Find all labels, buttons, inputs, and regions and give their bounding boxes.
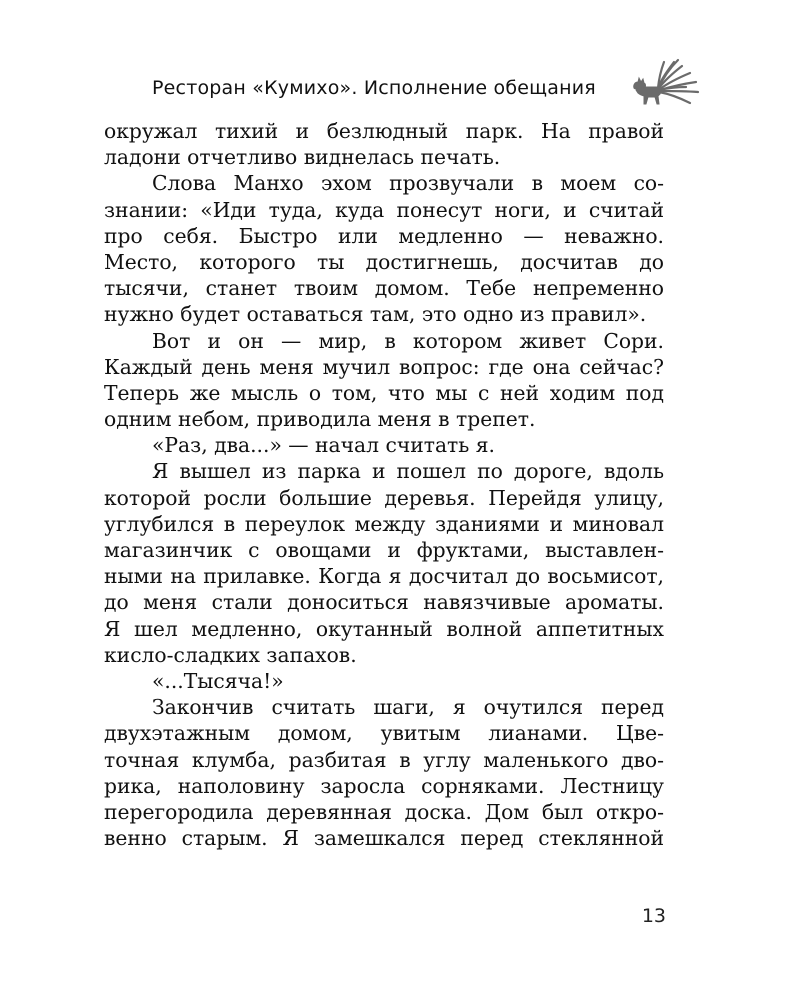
paragraph	[104, 170, 664, 327]
text-line: знании: «Иди туда, куда понесут ноги, и считай	[104, 197, 664, 222]
text-line: Слова Манхо эхом прозвучали в моем со-	[152, 171, 664, 196]
text-line: до меня стали доноситься навязчивые ароматы.	[104, 590, 664, 615]
text-line: нужно будет оставаться там, это одно из правил».	[104, 302, 647, 327]
text-line: Вот и он — мир, в котором живет Сори.	[152, 328, 664, 353]
text-line: двухэтажным домом, увитым лианами. Цве-	[104, 721, 664, 746]
nine-tailed-fox-icon	[628, 58, 700, 110]
text-line: ными на прилавке. Когда я досчитал до восьмисот,	[104, 564, 664, 589]
paragraph	[104, 668, 664, 694]
text-line: «...Тысяча!»	[152, 668, 284, 693]
text-line: точная клумба, разбитая в углу маленького дво-	[104, 747, 664, 772]
text-line: Каждый день меня мучил вопрос: где она сейчас?	[104, 354, 664, 379]
text-line: Место, которого ты достигнешь, досчитав до	[104, 249, 664, 274]
text-line: окружал тихий и безлюдный парк. На правой	[104, 119, 664, 143]
paragraph	[104, 458, 664, 668]
paragraph	[104, 328, 664, 433]
paragraph	[104, 694, 664, 851]
text-line: Закончив считать шаги, я очутился перед	[152, 695, 664, 720]
text-line: одним небом, приводила меня в трепет.	[104, 407, 536, 432]
body-text	[104, 118, 664, 851]
text-line: магазинчик с овощами и фруктами, выставлен-	[104, 538, 664, 562]
text-line: тысячи, станет твоим домом. Тебе непременно	[104, 276, 664, 301]
text-line: про себя. Быстро или медленно — неважно.	[104, 223, 664, 248]
text-line: венно старым. Я замешкался перед стеклянной	[104, 826, 664, 851]
text-line: перегородила деревянная доска. Дом был откро-	[104, 799, 664, 824]
text-line: «Раз, два...» — начал считать я.	[152, 433, 496, 458]
text-line: Теперь же мысль о том, что мы с ней ходим под	[104, 380, 664, 405]
page-number: 13	[641, 905, 666, 927]
running-title: Ресторан «Кумихо». Исполнение обещания	[152, 77, 596, 99]
text-line: рика, наполовину заросла сорняками. Лестницу	[104, 773, 664, 798]
text-line: кисло-сладких запахов.	[104, 642, 357, 667]
text-line: углубился в переулок между зданиями и миновал	[104, 511, 664, 536]
text-line: Я шел медленно, окутанный волной аппетитных	[104, 616, 664, 641]
text-line: ладони отчетливо виднелась печать.	[104, 145, 501, 170]
paragraph	[104, 118, 664, 170]
text-line: которой росли большие деревья. Перейдя улицу,	[104, 485, 664, 510]
text-line: Я вышел из парка и пошел по дороге, вдоль	[152, 459, 664, 484]
paragraph	[104, 432, 664, 458]
